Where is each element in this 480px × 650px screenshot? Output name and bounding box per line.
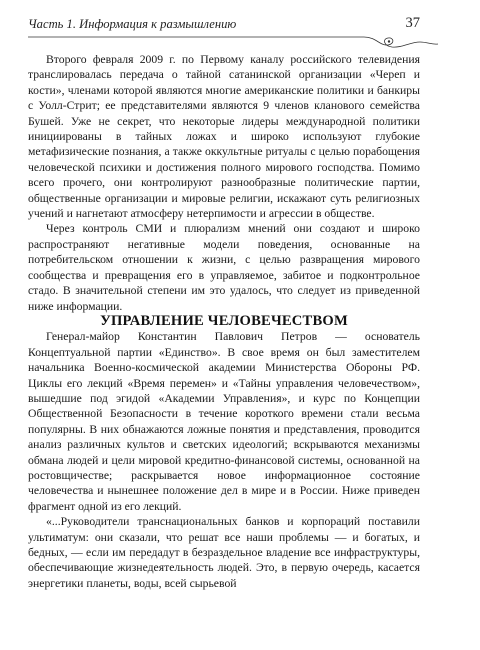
page-body [28,52,420,591]
page-number: 37 [405,15,420,31]
body-paragraph: Генерал-майор Константин Павлович Петров — основатель Концептуальной партии «Единство». В свое время он был заместителем начальника Военно-космической академии Министерства Обороны РФ. Циклы его лекций «Время перемен» и «Тайны управления человечеством», вышедшие под эгидой «Академии Управления», и курс по Концепции Общественной Безопасности в течение короткого времени стали весьма популярны. В них обнажаются ложные понятия и представления, проводится анализ различных культов и светских идеологий; вскрываются механизмы обмана людей и цели мировой кредитно-финансовой системы, основанной на ростовщичестве; раскрывается новое информационное состояние человечества и нынешнее положение дел в мире и в России. Ниже приведен фрагмент одной из его лекций. [28,330,420,513]
body-paragraph: Второго февраля 2009 г. по Первому каналу российского телевидения транслировалась передача о тайной сатанинской организации «Череп и кости», членами которой являются многие американские политики и банкиры с Уолл-Стрит; ее представителями являются 9 членов кланового семейства Бушей. Уже не секрет, что некоторые лидеры международной политики инициированы в тайных ложах и широко используют глубокие метафизические познания, а также оккультные ритуалы с целью порабощения человеческой психики и достижения полного мирового господства. Помимо всего прочего, они контролируют разнообразные политические партии, общественные организации и мировые религии, искажают суть религиозных учений и нагнетают атмосферу нетерпимости и агрессии в обществе. [28,53,420,221]
section-title: УПРАВЛЕНИЕ ЧЕЛОВЕЧЕСТВОМ [100,312,348,329]
body-paragraph: «...Руководители транснациональных банков и корпораций поставили ультиматум: они сказали, что решат все наши проблемы — и богатых, и бедных, — если им передадут в безраздельное владение все инфраструктуры, обеспечивающие жизнедеятельность людей. Это, в первую очередь, касается энергетики планеты, воды, всей сырьевой [28,515,420,590]
header-ornament-divider [28,32,448,52]
body-paragraph: Через контроль СМИ и плюрализм мнений они создают и широко распространяют негативные модели поведения, основанные на потребительском отношении к жизни, с целью развращения мирового сообщества и превращения его в управляемое, забитое и подконтрольное стадо. В значительной степени им это удалось, что следует из приведенной ниже информации. [28,222,420,313]
running-head: Часть 1. Информация к размышлению [28,17,237,31]
